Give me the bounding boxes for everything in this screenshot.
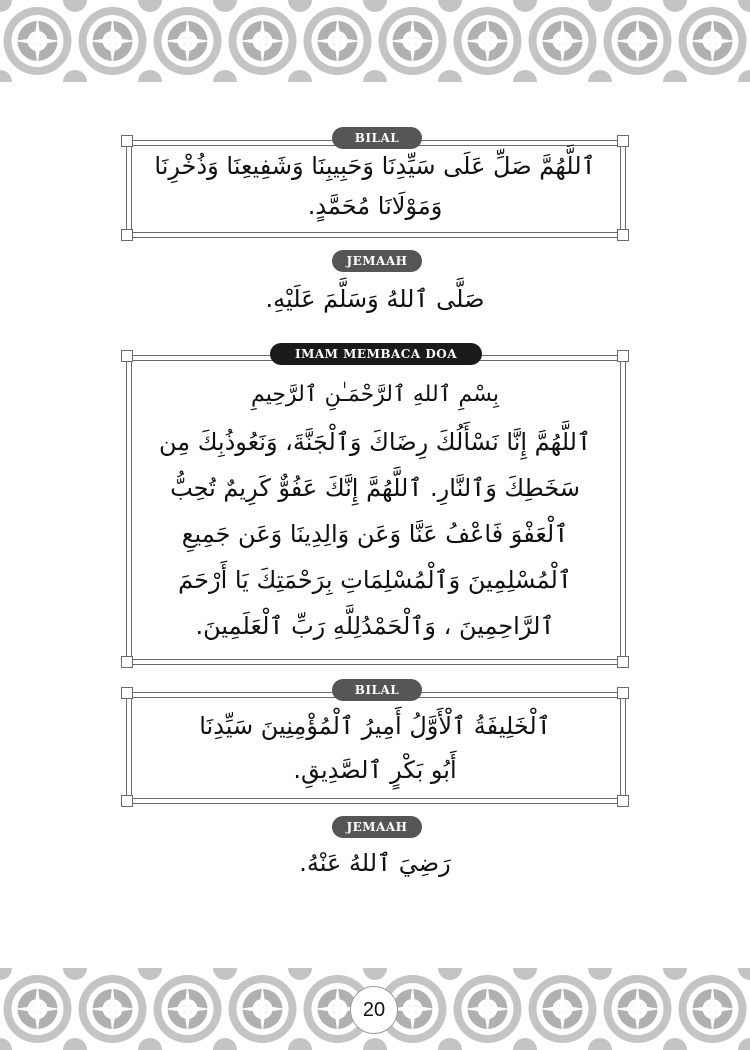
page-number: 20 (350, 986, 398, 1034)
arabic-line: ٱللَّهُمَّ صَلِّ عَلَى سَيِّدِنَا وَحَبِيبِنَا وَشَفِيعِنَا وَذُخْرِنَا (154, 152, 596, 180)
arabic-line: ٱلرَّاحِمِينَ ، وَٱلْحَمْدُلِلَّهِ رَبِّ ٱلْعَلَمِينَ. (195, 612, 555, 640)
frame-corner (617, 350, 629, 362)
frame-corner (617, 135, 629, 147)
frame-corner (617, 795, 629, 807)
bilal-frame-2 (126, 692, 626, 804)
ornamental-border-icon (0, 0, 750, 82)
role-tag-jemaah: JEMAAH (332, 250, 422, 272)
arabic-line: رَضِيَ ٱللهُ عَنْهُ. (299, 849, 451, 877)
frame-corner (121, 135, 133, 147)
role-tag-bilal: BILAL (332, 127, 422, 149)
frame-corner (121, 350, 133, 362)
role-tag-jemaah: JEMAAH (332, 816, 422, 838)
role-tag-imam: IMAM MEMBACA DOA (270, 343, 482, 365)
arabic-line: وَمَوْلَانَا مُحَمَّدٍ. (307, 192, 443, 220)
arabic-line: ٱللَّهُمَّ إِنَّا نَسْأَلُكَ رِضَاكَ وَٱلْجَنَّةَ، وَنَعُوذُبِكَ مِن (158, 428, 592, 456)
frame-corner (121, 656, 133, 668)
basmala-line: بِسْمِ ٱللهِ ٱلرَّحْمَـٰنِ ٱلرَّحِيمِ (251, 382, 499, 407)
arabic-line: سَخَطِكَ وَٱلنَّارِ. ٱللَّهُمَّ إِنَّكَ عَفُوٌّ كَرِيمٌ تُحِبُّ (170, 474, 580, 502)
frame-corner (121, 687, 133, 699)
frame-corner (617, 229, 629, 241)
arabic-line: أَبُو بَكْرٍ ٱلصَّدِيقِ. (293, 756, 457, 784)
arabic-line: ٱلْمُسْلِمِينَ وَٱلْمُسْلِمَاتِ بِرَحْمَتِكَ يَا أَرْحَمَ (178, 566, 572, 594)
role-tag-bilal: BILAL (332, 679, 422, 701)
arabic-line: ٱلْخَلِيفَةُ ٱلْأَوَّلُ أَمِيرُ ٱلْمُؤْمِنِينَ سَيِّدِنَا (199, 712, 551, 740)
arabic-line: صَلَّى ٱللهُ وَسَلَّمَ عَلَيْهِ. (265, 285, 485, 313)
frame-corner (121, 795, 133, 807)
frame-corner (617, 656, 629, 668)
arabic-line: ٱلْعَفْوَ فَاعْفُ عَنَّا وَعَن وَالِدِينَا وَعَن جَمِيعِ (181, 520, 569, 548)
frame-corner (121, 229, 133, 241)
frame-corner (617, 687, 629, 699)
top-ornamental-border (0, 0, 750, 82)
